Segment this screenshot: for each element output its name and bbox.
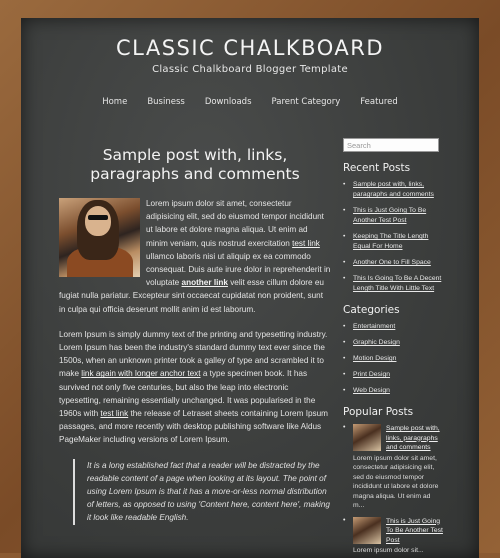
post-body [59,197,331,525]
category-link[interactable]: • Graphic Design [343,338,443,348]
nav-home[interactable]: Home [102,97,128,107]
popular-post-excerpt: Lorem ipsum dolor sit... [353,547,424,554]
blog-header [21,18,479,75]
main-content [59,146,331,525]
paragraph-text: velit esse cillum dolore eu fugiat nulla pariatur. Excepteur sint occaecat cupidatat non proident, sunt in culpa qui officia deserunt mollit anim id est laborum. [59,278,324,314]
popular-post-excerpt: Lorem ipsum dolor sit amet, consectetur adipisicing elit, sed do eiusmod tempor incididunt ut labore et dolore magna aliqua. Ut enim ad m... [353,454,439,509]
post-image-sunglasses [88,215,108,220]
popular-post-thumbnail[interactable] [353,424,381,451]
paragraph-text: a type specimen book. It has survived not only five centuries, but also the leap into electronic typesetting, remaining essentially unchanged. It was popularised in the 1960s with [59,369,316,419]
site-title[interactable]: CLASSIC CHALKBOARD [115,36,385,60]
recent-post-link[interactable]: • Sample post with, links, paragraphs and comments [343,180,443,200]
test-link-2[interactable]: test link [100,409,129,419]
post-paragraph-1 [59,197,331,316]
categories-widget [343,304,443,396]
category-link[interactable]: • Entertainment [343,322,443,332]
widget-title: Categories [343,304,400,316]
recent-posts-widget [343,162,443,294]
paragraph-text: Lorem ipsum dolor sit amet, consectetur adipisicing elit, sed do eiusmod tempor incididunt ut labore et dolore magna aliqua. Ut enim ad minim veniam, quis nostrud exercitation [146,199,324,248]
popular-post [343,517,443,556]
nav-featured[interactable]: Featured [360,97,398,107]
post-paragraph-2 [59,328,331,447]
popular-post [343,424,443,511]
another-link[interactable]: another link [181,278,228,288]
post-image [59,198,140,277]
search-input[interactable]: Search [343,138,439,152]
paragraph-text: ullamco laboris nisi ut aliquip ex ea commodo consequat. Duis aute irure dolor in reprehenderit in voluptate [146,251,331,288]
recent-post-link[interactable]: • Another One to Fill Space [343,258,443,268]
sidebar [343,138,443,558]
post-blockquote: It is a long established fact that a reader will be distracted by the readable content of a page when looking at its layout. The point of using Lorem Ipsum is that it has a more-or-less normal distribution of letters, as opposed to using 'Content here, content here', making it look like readable English. [73,459,331,525]
category-link[interactable]: • Motion Design [343,354,443,364]
recent-post-link[interactable]: • This is Just Going To Be Another Test Post [343,206,443,226]
category-link[interactable]: • Print Design [343,370,443,380]
nav-business[interactable]: Business [147,97,185,107]
longer-anchor-link[interactable]: link again with longer anchor text [81,369,201,379]
chalkboard [21,18,479,558]
popular-posts-widget [343,406,443,556]
popular-post-title[interactable]: • This is Just Going To Be Another Test Post [386,517,443,544]
recent-post-link[interactable]: • This Is Going To Be A Decent Length Title With Little Text [343,274,443,294]
post-image-face [85,206,111,236]
site-description: Classic Chalkboard Blogger Template [152,64,348,75]
main-nav [21,97,479,107]
recent-post-link[interactable]: • Keeping The Title Length Equal For Home [343,232,443,252]
popular-post-thumbnail[interactable] [353,517,381,544]
category-link[interactable]: • Web Design [343,386,443,396]
paragraph-text: the release of Letraset sheets containing Lorem Ipsum passages, and more recently with desktop publishing software like Aldus PageMaker including versions of Lorem Ipsum. [59,409,328,445]
paragraph-text: Lorem Ipsum is simply dummy text of the printing and typesetting industry. Lorem Ipsum has been the industry's standard dummy text ever since the 1500s, when an unknown printer took a galley of type and scrambled it to make [59,329,328,379]
test-link[interactable]: test link [292,238,320,248]
popular-post-title[interactable]: • Sample post with, links, paragraphs and comments [386,425,440,451]
nav-parent-category[interactable]: Parent Category [271,97,341,107]
widget-title: Popular Posts [343,406,414,418]
widget-title: Recent Posts [343,162,411,174]
nav-downloads[interactable]: Downloads [204,97,252,107]
post-title[interactable]: Sample post with, links, paragraphs and comments [90,146,300,183]
